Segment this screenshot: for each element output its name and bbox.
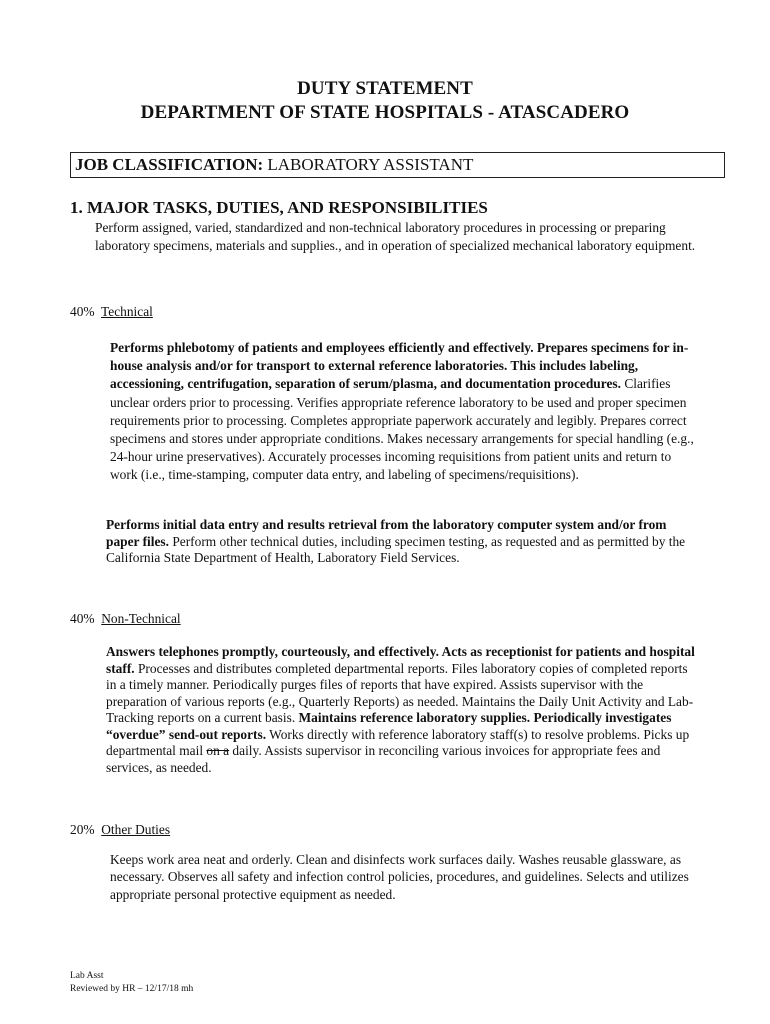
technical-p2-text: Perform other technical duties, including specimen testing, as requested and as permitted by the California State Department of Health, Laboratory Field Services. bbox=[106, 533, 686, 565]
nontechnical-text-1: Processes and distributes completed departmental reports. Files laboratory copies of completed reports in a timely manner. Periodically purges files of reports that have expired. Assists supervisor with the preparation of various reports (e.g., Quarterly Reports) as needed. Maintains the Daily Unit Activity and Lab-Tracking reports on a current basis. bbox=[106, 660, 694, 725]
section-heading: 1. MAJOR TASKS, DUTIES, AND RESPONSIBILITIES bbox=[70, 198, 488, 217]
nontechnical-bold-1: Answers telephones promptly, courteously, and effectively. Acts as receptionist for patients and hospital staff. bbox=[106, 644, 695, 676]
technical-paragraph-2 bbox=[106, 517, 700, 567]
other-duties-paragraph: Keeps work area neat and orderly. Clean and disinfects work surfaces daily. Washes reusable glassware, as necessary. Observes all safety and infection control policies, procedures, and guidelines. Selects and utilizes appropriate personal protective equipment as needed. bbox=[110, 852, 689, 902]
nontechnical-bold-2: Maintains reference laboratory supplies. Periodically investigates “overdue” send-out reports. bbox=[106, 710, 672, 742]
other-duties-heading bbox=[70, 822, 170, 838]
technical-paragraph-1 bbox=[110, 339, 700, 485]
job-classification-value: LABORATORY ASSISTANT bbox=[267, 155, 474, 174]
job-classification-box bbox=[70, 152, 725, 178]
other-percent: 20% bbox=[70, 822, 95, 837]
job-classification-label: JOB CLASSIFICATION: bbox=[75, 155, 264, 174]
technical-p1-bold: Performs phlebotomy of patients and employees efficiently and effectively. Prepares specimens for in-house analysis and/or for transport to external reference laboratories. This includes labeling, accessioning, centrifugation, separation of serum/plasma, and documentation procedures. bbox=[110, 340, 689, 392]
nontechnical-category: Non-Technical bbox=[101, 611, 181, 626]
duty-statement-title: DUTY STATEMENT bbox=[297, 78, 473, 99]
nontechnical-percent: 40% bbox=[70, 611, 95, 626]
nontechnical-heading bbox=[70, 611, 181, 627]
technical-category: Technical bbox=[101, 304, 153, 319]
technical-p2-bold: Performs initial data entry and results retrieval from the laboratory computer system and/or from paper files. bbox=[106, 517, 667, 549]
other-category: Other Duties bbox=[101, 822, 171, 837]
footer-line-1: Lab Asst bbox=[70, 971, 104, 981]
footer bbox=[70, 970, 193, 996]
technical-heading bbox=[70, 304, 153, 320]
technical-p1-text: Clarifies unclear orders prior to processing. Verifies appropriate reference laboratory to be used and proper specimen requirements prior to processing. Completes appropriate paperwork accurately and legibly. Prepares correct specimens and stores under appropriate conditions. Makes necessary arrangements for special handling (e.g., 24-hour urine preservatives). Accurately processes incoming requisitions from patient units and return to work (i.e., time-stamping, computer data entry, and labeling of specimens/requisitions). bbox=[110, 376, 694, 483]
nontechnical-text-2: Works directly with reference laboratory staff(s) to resolve problems. Picks up departmental mail bbox=[106, 726, 690, 758]
section-intro: Perform assigned, varied, standardized and non-technical laboratory procedures in processing or preparing laboratory specimens, materials and supplies., and in operation of specialized mechanical laboratory equipment. bbox=[95, 220, 696, 254]
department-title: DEPARTMENT OF STATE HOSPITALS - ATASCADERO bbox=[140, 102, 630, 123]
footer-line-2: Reviewed by HR – 12/17/18 mh bbox=[70, 984, 194, 994]
nontechnical-paragraph bbox=[106, 644, 700, 776]
nontechnical-text-3: daily. Assists supervisor in reconciling various invoices for appropriate fees and services, as needed. bbox=[106, 743, 661, 775]
technical-percent: 40% bbox=[70, 304, 95, 319]
nontechnical-strike-text: on a bbox=[206, 743, 230, 758]
